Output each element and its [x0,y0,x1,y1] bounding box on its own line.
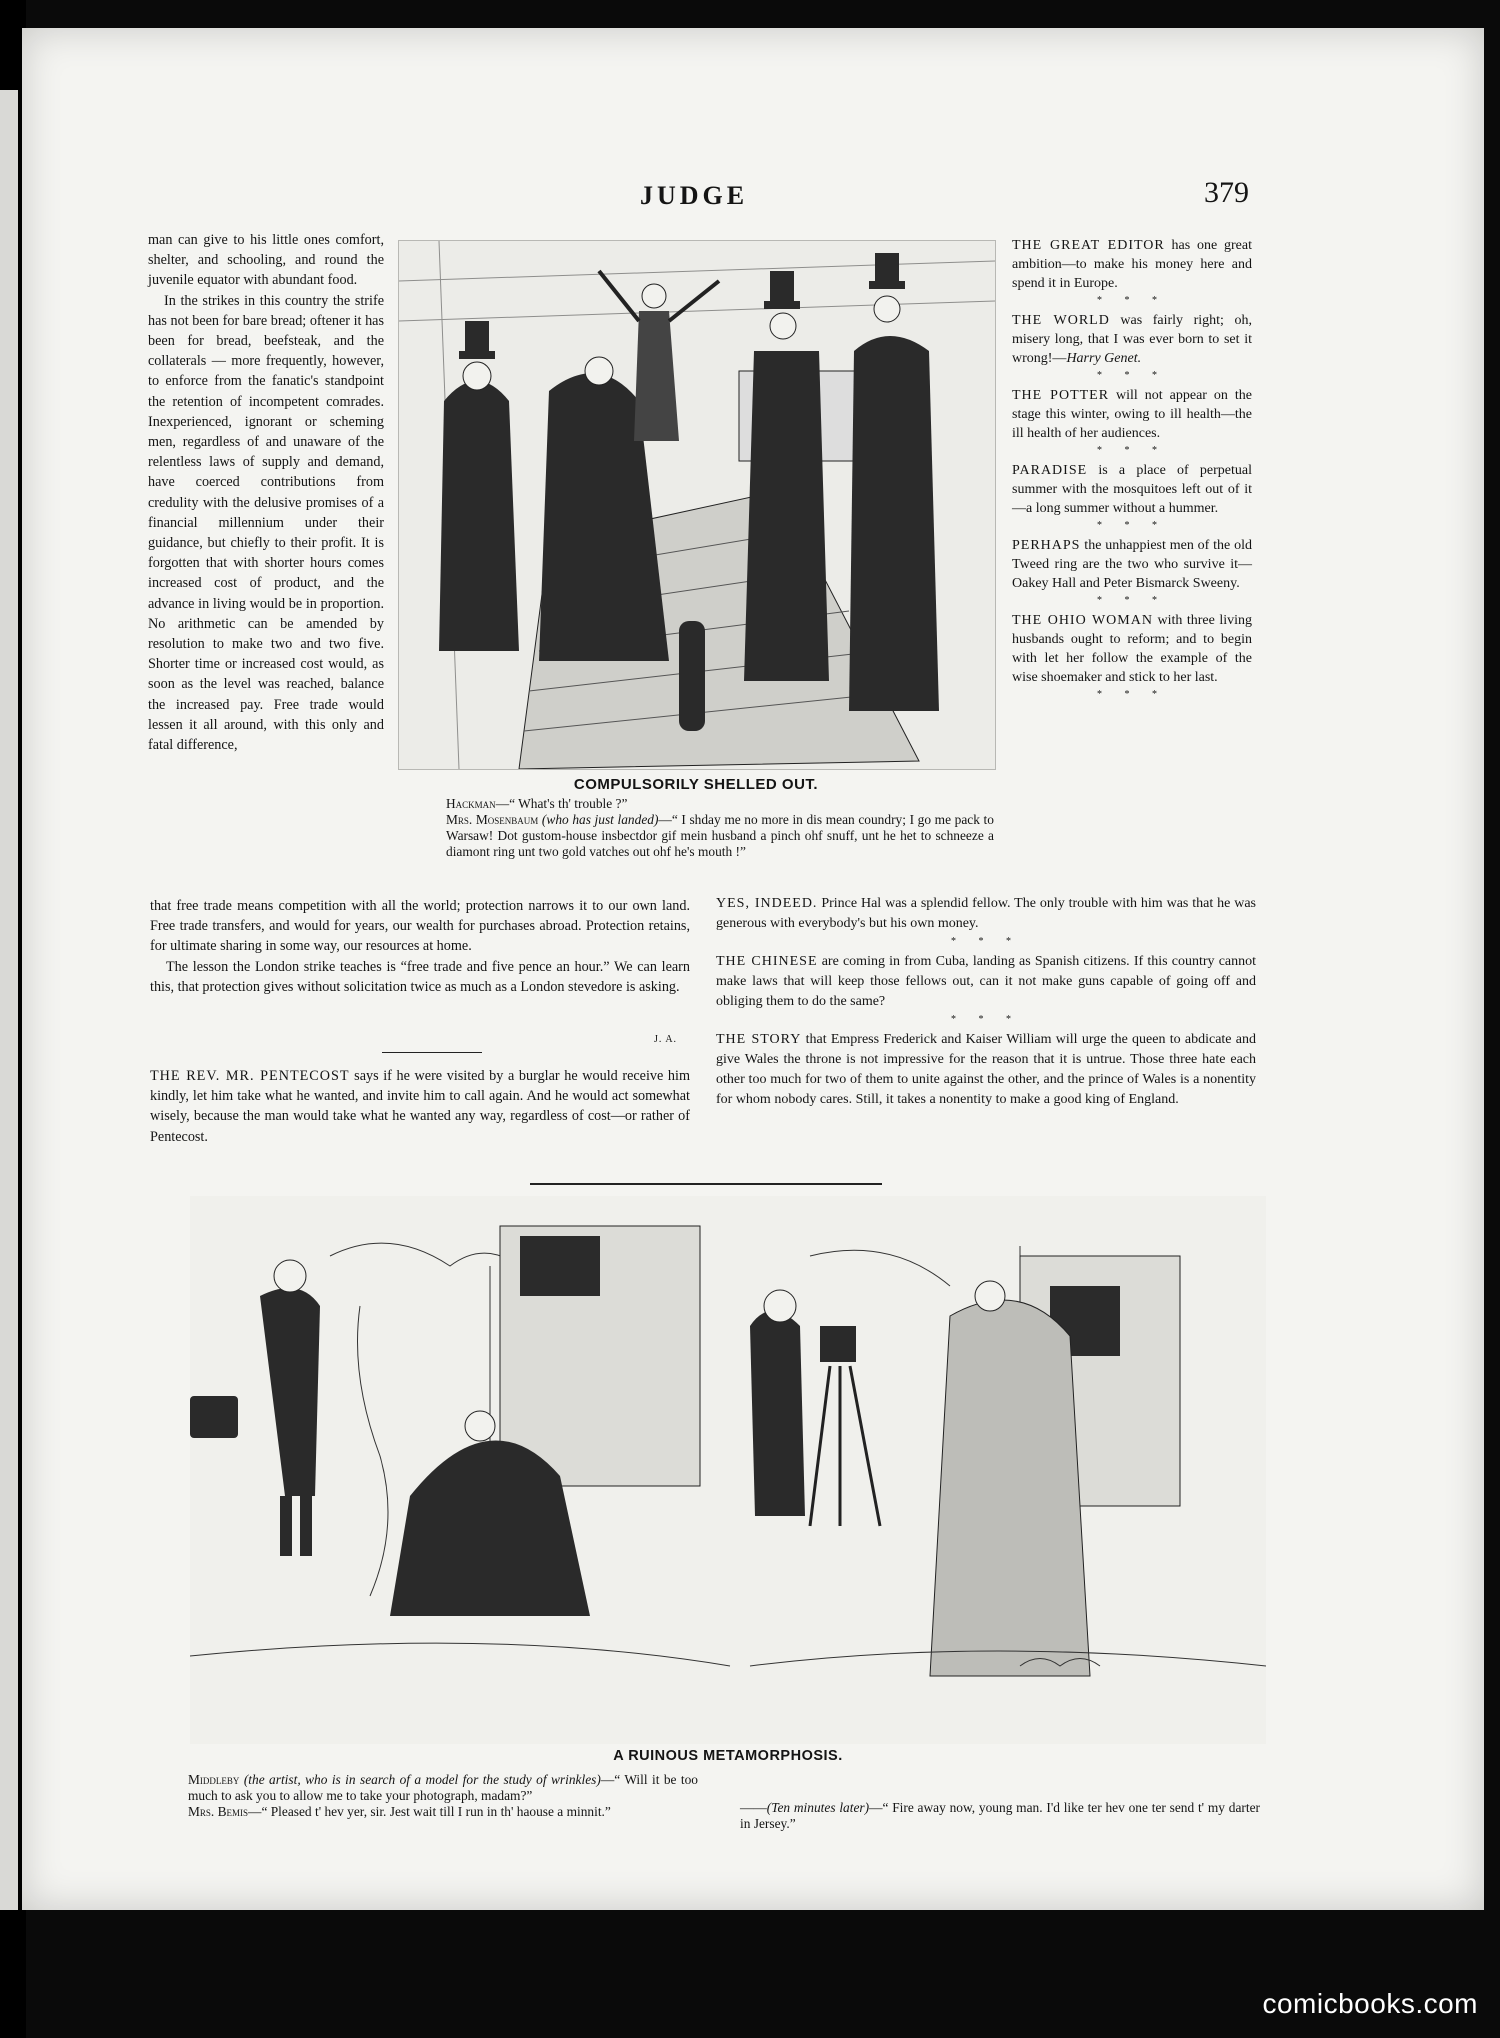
bottom-caption-left [188,1772,698,1820]
page-number: 379 [1204,176,1249,209]
item-text: is a place of perpetual summer with the mosquitoes left out of it—a long summer without a hummer. [1012,463,1252,516]
paragraph-the-chinese [716,952,1256,1012]
cartoon-illustration [190,1196,1266,1744]
item-lead: PARADISE [1012,463,1088,478]
cartoon-ruinous-metamorphosis [190,1196,1266,1744]
item-text: that Empress Frederick and Kaiser William will urge the queen to abdicate and give Wales the throne is not impressive for the reason that it is untrue. Those three hate each other too much for two of them to unite against the other, and the prince of Wales is a nonentity for whom nobody cares. Still, it takes a nonentity to make a good king of England. [716,1032,1256,1107]
divider-rule [382,1052,482,1053]
item-text: with three living husbands ought to reform; and to begin with let her follow the example of the wise shoemaker and stick to her last. [1012,613,1252,685]
item-text: the unhappiest men of the old Tweed ring are the two who survive it—Oakey Hall and Peter Bismarck Sweeny. [1012,538,1252,591]
bottom-caption-right: ——(Ten minutes later)—“ Fire away now, young man. I'd like ter hev one ter send t' my darter in Jersey.” [740,1800,1260,1831]
section-stars: * * * [1097,445,1167,456]
cartoon-compulsorily-shelled-out [398,240,996,770]
paragraph-paradise [1012,461,1252,518]
item-lead: THE GREAT EDITOR [1012,238,1165,253]
caption-aside: (Ten minutes later) [766,1800,870,1815]
caption-speaker: Mrs. Bemis [188,1804,249,1819]
paragraph-the-world [1012,311,1252,368]
caption-speaker: Mrs. Mosenbaum [446,812,539,827]
item-lead: THE WORLD [1012,313,1110,328]
item-text: are coming in from Cuba, landing as Spanish citizens. If this country cannot make laws that will keep those fellows out, can it not make guns capable of going off and obliging them to do the same? [716,954,1257,1009]
paragraph-great-editor [1012,236,1252,293]
masthead-title: JUDGE [640,181,749,210]
top-cartoon-title: COMPULSORILY SHELLED OUT. [573,776,819,793]
item-lead: THE OHIO WOMAN [1012,613,1153,628]
caption-aside: (the artist, who is in search of a model for the study of wrinkles) [243,1772,601,1787]
caption-aside: (who has just landed) [541,812,659,827]
cartoon-illustration [399,241,995,769]
caption-quote: —“ Will it be too much to ask you to allow me to take your photograph, madam?” [188,1772,698,1803]
caption-quote: —“ I shday me no more in dis mean coundry; I go me pack to Warsaw! Dot gustom-house insbectdor gif mein husband a pinch ohf snuff, unt he het to schneeze a diamont ring unt two gold vatches out ohf he's mouth !” [446,812,994,859]
item-lead: PERHAPS [1012,538,1081,553]
section-stars: * * * [951,936,1021,947]
caption-quote: —“ What's th' trouble ?” [495,796,628,811]
bottom-cartoon-title: A RUINOUS METAMORPHOSIS. [613,1748,843,1764]
section-stars: * * * [1097,595,1167,606]
item-text: says if he were visited by a burglar he would receive him kindly, let him take what he wanted, and invite him to call again. And he would act somewhat wisely, because the man would take what he wanted any way, regardless of cost—or rather of Pentecost. [150,1068,690,1145]
item-attribution: Harry Genet. [1066,351,1142,366]
caption-quote: —“ Fire away now, young man. I'd like ter hev one ter send t' my darter in Jersey.” [740,1800,1260,1831]
left-continuation-text: that free trade means competition with all the world; protection narrows it to our own land. Free trade transfers, and would for years, our wealth for purchases abroad. Protection retains, for ultimate sharing in some way, our resources at home. [150,898,690,955]
item-lead: THE REV. MR. PENTECOST [150,1068,350,1084]
section-stars: * * * [1097,370,1167,381]
item-lead: THE CHINESE [716,954,818,969]
caption-speaker: Hackman [446,796,496,811]
item-text: was fairly right; oh, misery long, that I was ever born to set it wrong!— [1012,313,1252,366]
section-stars: * * * [1097,520,1167,531]
left-paragraph: In the strikes in this country the strife has not been for bare bread; oftener it has been for bread, beefsteak, and the collaterals — more frequently, however, to enforce from the fanatic's standpoint the retention of incompetent comrades. Inexperienced, ignorant or scheming men, regardless of and unaware of the relentless laws of supply and demand, have coerced contributions from credulity with the delusive promises of a financial millennium under their guidance, but chiefly to their profit. It is forgotten that with shorter hours comes increased cost of product, and the advance in living would be in proportion. No arithmetic can be amended by resolution to make two and two five. Shorter time or increased cost would, as soon as the level was reached, balance the increased pay. Free trade would lessen it all around, with this only and fatal difference, [148,292,384,754]
paragraph-ohio-woman [1012,611,1252,687]
watermark-text: comicbooks.com [1262,1988,1478,2019]
item-text: Prince Hal was a splendid fellow. The only trouble with him was that he was generous with everybody's but his own money. [716,896,1256,931]
right-column [1012,236,1252,705]
paragraph-yes-indeed [716,894,1256,934]
section-stars: * * * [1097,295,1167,306]
section-stars: * * * [1097,689,1167,700]
top-cartoon-caption [446,796,994,860]
left-continuation [150,896,690,997]
item-text: will not appear on the stage this winter, owing to ill health—the ill health of her audiences. [1012,388,1252,441]
section-divider [530,1183,882,1185]
facing-page-edge [0,90,18,1910]
caption-speaker: Middleby [188,1772,240,1787]
paragraph-the-potter [1012,386,1252,443]
item-text: has one great ambition—to make his money here and spend it in Europe. [1012,238,1252,291]
paragraph-perhaps [1012,536,1252,593]
item-lead: THE STORY [716,1032,802,1047]
item-lead: THE POTTER [1012,388,1110,403]
caption-quote: —“ Pleased t' hev yer, sir. Jest wait till I run in th' haouse a minnit.” [248,1804,611,1819]
left-paragraph: man can give to his little ones comfort, shelter, and schooling, and round the juvenile equator with abundant food. [148,232,384,289]
left-closing-text: The lesson the London strike teaches is “free trade and five pence an hour.” We can learn this, that protection gives without solicitation twice as much as a London stevedore is asking. [150,958,690,995]
left-column [148,230,384,755]
paragraph-the-story [716,1030,1256,1110]
middle-items [716,894,1256,1110]
pentecost-item [150,1066,690,1147]
section-stars: * * * [951,1014,1021,1025]
article-signature: J. A. [654,1034,678,1045]
item-lead: YES, INDEED. [716,896,818,911]
